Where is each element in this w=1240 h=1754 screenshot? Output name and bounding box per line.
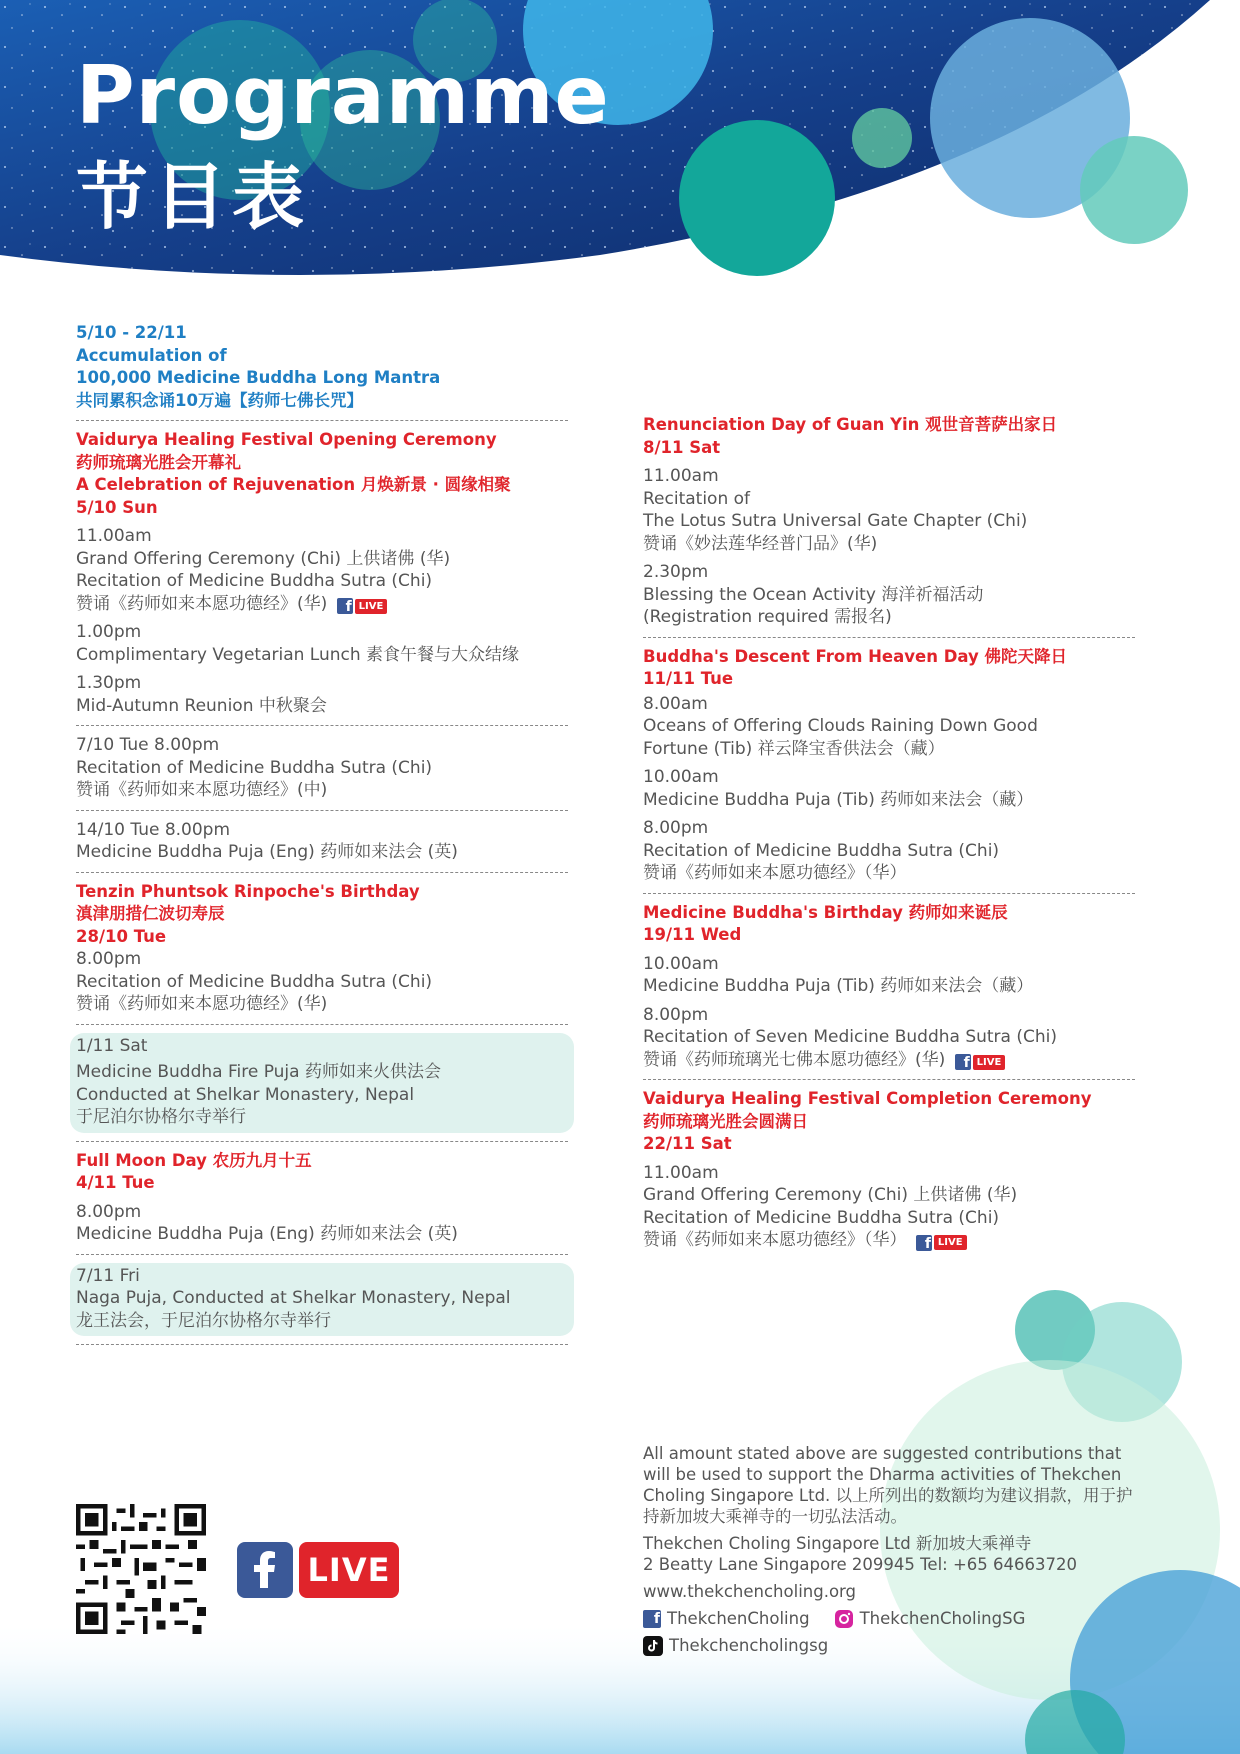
event-line: Grand Offering Ceremony (Chi) 上供诸佛 (华) bbox=[76, 548, 451, 569]
event-time: 11.00am bbox=[76, 526, 152, 546]
live-label: LIVE bbox=[355, 599, 388, 614]
event-time: 8.00pm bbox=[76, 949, 142, 969]
live-logo[interactable]: LIVE bbox=[299, 1542, 399, 1598]
event-date: 8/11 Sat bbox=[643, 437, 721, 457]
event-line: (Registration required 需报名) bbox=[643, 607, 892, 627]
live-label: LIVE bbox=[934, 1235, 967, 1250]
divider bbox=[76, 1254, 568, 1255]
facebook-icon: f bbox=[916, 1235, 932, 1251]
page-title-chinese: 节目表 bbox=[76, 155, 311, 239]
qr-code-graphic bbox=[76, 1504, 206, 1634]
event-line: Oceans of Offering Clouds Raining Down Good bbox=[643, 716, 1038, 736]
event-date: 4/11 Tue bbox=[76, 1173, 155, 1192]
accumulation-section bbox=[76, 322, 568, 412]
event-line: Blessing the Ocean Activity 海洋祈福活动 bbox=[643, 584, 984, 605]
event-date: 22/11 Sat bbox=[643, 1134, 732, 1153]
event-date: 19/11 Wed bbox=[643, 925, 742, 944]
event-title-zh: 药师琉璃光胜会圆满日 bbox=[643, 1111, 808, 1131]
right-column bbox=[643, 414, 1135, 1252]
instagram-handle[interactable]: ThekchenCholingSG bbox=[859, 1609, 1026, 1628]
event-line bbox=[643, 1049, 1135, 1072]
facebook-icon: f bbox=[955, 1054, 971, 1070]
full-moon-section bbox=[76, 1150, 568, 1246]
medicine-buddha-birthday-section bbox=[643, 902, 1135, 1072]
event-line: Recitation of Medicine Buddha Sutra (Chi) bbox=[76, 757, 433, 778]
accumulation-dates: 5/10 - 22/11 bbox=[76, 323, 187, 342]
tiktok-icon bbox=[643, 1636, 663, 1656]
instagram-icon bbox=[834, 1609, 854, 1629]
event-line: Recitation of Seven Medicine Buddha Sutra (Chi) bbox=[643, 1027, 1058, 1047]
divider bbox=[76, 810, 568, 811]
starfield-banner-graphic bbox=[0, 0, 1240, 300]
social-links bbox=[643, 1608, 1143, 1629]
qr-code[interactable] bbox=[76, 1504, 206, 1634]
accumulation-title: Accumulation of bbox=[76, 345, 227, 365]
event-line-text: 赞诵《药师琉璃光七佛本愿功德经》(华) bbox=[643, 1049, 946, 1070]
event-time: 1.30pm bbox=[76, 673, 142, 693]
event-line: Mid-Autumn Reunion 中秋聚会 bbox=[76, 695, 327, 716]
social-links-row-2 bbox=[643, 1635, 1143, 1656]
divider bbox=[76, 1141, 568, 1142]
event-title: Medicine Buddha's Birthday 药师如来诞辰 bbox=[643, 902, 1008, 922]
event-title-zh: 滇津朋措仁波切寿辰 bbox=[76, 904, 225, 923]
event-line: Recitation of bbox=[643, 488, 751, 509]
naga-puja-highlight bbox=[70, 1263, 574, 1337]
divider bbox=[76, 872, 568, 873]
event-line bbox=[76, 593, 568, 616]
event-line: Conducted at Shelkar Monastery, Nepal bbox=[76, 1084, 415, 1105]
event-line: Fortune (Tib) 祥云降宝香供法会（藏） bbox=[643, 738, 945, 759]
event-date: 1/11 Sat bbox=[76, 1035, 148, 1056]
completion-ceremony-section bbox=[643, 1088, 1135, 1252]
event-line: Medicine Buddha Puja (Eng) 药师如来法会 (英) bbox=[76, 1224, 458, 1244]
live-label: LIVE bbox=[973, 1055, 1006, 1070]
event-line: 赞诵《药师如来本愿功德经》(华) bbox=[76, 994, 328, 1014]
event-line: 龙王法会，于尼泊尔协格尔寺举行 bbox=[76, 1310, 331, 1331]
event-date-time: 14/10 Tue 8.00pm bbox=[76, 819, 231, 840]
event-date: 28/10 Tue bbox=[76, 926, 167, 946]
event-title: Full Moon Day 农历九月十五 bbox=[76, 1150, 312, 1170]
event-time: 2.30pm bbox=[643, 562, 709, 582]
event-subtitle: A Celebration of Rejuvenation 月焕新景 · 圆缘相聚 bbox=[76, 475, 511, 494]
event-line bbox=[643, 1229, 1135, 1252]
divider bbox=[643, 1079, 1135, 1080]
facebook-icon: f bbox=[337, 598, 353, 614]
facebook-f-icon bbox=[237, 1542, 293, 1598]
divider bbox=[76, 1024, 568, 1025]
organisation-name: Thekchen Choling Singapore Ltd 新加坡大乘禅寺 bbox=[643, 1534, 1032, 1553]
event-title: Vaidurya Healing Festival Opening Ceremony bbox=[76, 430, 497, 449]
event-date-time: 7/10 Tue 8.00pm bbox=[76, 735, 220, 755]
event-line: Medicine Buddha Fire Puja 药师如来火供法会 bbox=[76, 1062, 441, 1082]
oct14-section bbox=[76, 819, 568, 864]
address: 2 Beatty Lane Singapore 209945 Tel: +65 64663720 bbox=[643, 1555, 1078, 1574]
divider bbox=[76, 420, 568, 421]
event-line-text: 赞诵《药师如来本愿功德经》(华) bbox=[76, 593, 328, 614]
event-time: 8.00pm bbox=[643, 1004, 709, 1025]
event-time: 11.00am bbox=[643, 466, 719, 486]
event-line: 于尼泊尔协格尔寺举行 bbox=[76, 1107, 246, 1127]
event-line: Complimentary Vegetarian Lunch 素食午餐与大众结缘 bbox=[76, 644, 520, 665]
facebook-logo[interactable] bbox=[237, 1542, 293, 1598]
accumulation-title-2: 100,000 Medicine Buddha Long Mantra bbox=[76, 368, 441, 387]
divider bbox=[76, 1344, 568, 1345]
event-title: Buddha's Descent From Heaven Day 佛陀天降日 bbox=[643, 646, 1068, 666]
contribution-note: All amount stated above are suggested contributions that will be used to support the Dharma activities of Thekchen Choling Singapore Ltd. 以上所列出的数额均为建议捐款，用于护持新加坡大乘禅寺的一切弘法活动。 bbox=[643, 1444, 1133, 1526]
event-time: 1.00pm bbox=[76, 622, 142, 642]
event-title: Renunciation Day of Guan Yin 观世音菩萨出家日 bbox=[643, 415, 1058, 434]
accumulation-title-zh: 共同累积念诵10万遍【药师七佛长咒】 bbox=[76, 390, 363, 410]
event-line: Naga Puja, Conducted at Shelkar Monastery, Nepal bbox=[76, 1288, 511, 1308]
event-date: 11/11 Tue bbox=[643, 669, 734, 688]
facebook-live-badge[interactable] bbox=[337, 595, 388, 615]
guan-yin-section bbox=[643, 414, 1135, 629]
event-time: 10.00am bbox=[643, 767, 719, 787]
event-line: Grand Offering Ceremony (Chi) 上供诸佛 (华) bbox=[643, 1185, 1018, 1205]
facebook-handle[interactable]: ThekchenCholing bbox=[667, 1609, 810, 1628]
divider bbox=[76, 725, 568, 726]
fire-puja-highlight bbox=[70, 1033, 574, 1133]
event-title-zh: 药师琉璃光胜会开幕礼 bbox=[76, 452, 241, 472]
event-line-text: 赞诵《药师如来本愿功德经》（华） bbox=[643, 1230, 907, 1250]
rinpoche-birthday-section bbox=[76, 881, 568, 1016]
event-line: Recitation of Medicine Buddha Sutra (Chi) bbox=[643, 1207, 1000, 1228]
footer-info bbox=[643, 1443, 1143, 1656]
event-line: Medicine Buddha Puja (Tib) 药师如来法会（藏） bbox=[643, 976, 1034, 996]
event-time: 10.00am bbox=[643, 953, 719, 974]
divider bbox=[643, 637, 1135, 638]
event-time: 8.00pm bbox=[76, 1201, 142, 1222]
event-line: Medicine Buddha Puja (Tib) 药师如来法会（藏） bbox=[643, 789, 1034, 810]
left-column bbox=[76, 322, 568, 1353]
event-line: 赞诵《药师如来本愿功德经》（华） bbox=[643, 863, 907, 883]
buddha-descent-section bbox=[643, 646, 1135, 885]
facebook-icon: f bbox=[643, 1610, 661, 1628]
facebook-live-badge[interactable] bbox=[916, 1232, 967, 1252]
event-line: The Lotus Sutra Universal Gate Chapter (Chi) bbox=[643, 511, 1028, 531]
event-line: Recitation of Medicine Buddha Sutra (Chi) bbox=[76, 971, 433, 992]
event-line: Recitation of Medicine Buddha Sutra (Chi) bbox=[643, 840, 1000, 861]
event-time: 11.00am bbox=[643, 1162, 719, 1183]
facebook-live-badge[interactable] bbox=[955, 1051, 1006, 1071]
event-date: 7/11 Fri bbox=[76, 1265, 140, 1286]
event-line: Recitation of Medicine Buddha Sutra (Chi) bbox=[76, 571, 433, 591]
event-title: Vaidurya Healing Festival Completion Ceremony bbox=[643, 1089, 1092, 1108]
page-title: Programme bbox=[76, 49, 610, 142]
event-time: 8.00pm bbox=[643, 818, 709, 838]
event-line: 赞诵《妙法莲华经普门品》(华) bbox=[643, 533, 878, 554]
divider bbox=[643, 893, 1135, 894]
tiktok-handle[interactable]: Thekchencholingsg bbox=[669, 1636, 829, 1655]
website-link[interactable]: www.thekchencholing.org bbox=[643, 1582, 857, 1601]
event-time: 8.00am bbox=[643, 693, 708, 714]
event-line: 赞诵《药师如来本愿功德经》(中) bbox=[76, 780, 328, 800]
event-title: Tenzin Phuntsok Rinpoche's Birthday bbox=[76, 881, 420, 901]
event-date: 5/10 Sun bbox=[76, 497, 158, 517]
event-line: Medicine Buddha Puja (Eng) 药师如来法会 (英) bbox=[76, 842, 458, 862]
header-banner bbox=[0, 0, 1240, 300]
opening-ceremony-section bbox=[76, 429, 568, 717]
oct7-section bbox=[76, 734, 568, 802]
